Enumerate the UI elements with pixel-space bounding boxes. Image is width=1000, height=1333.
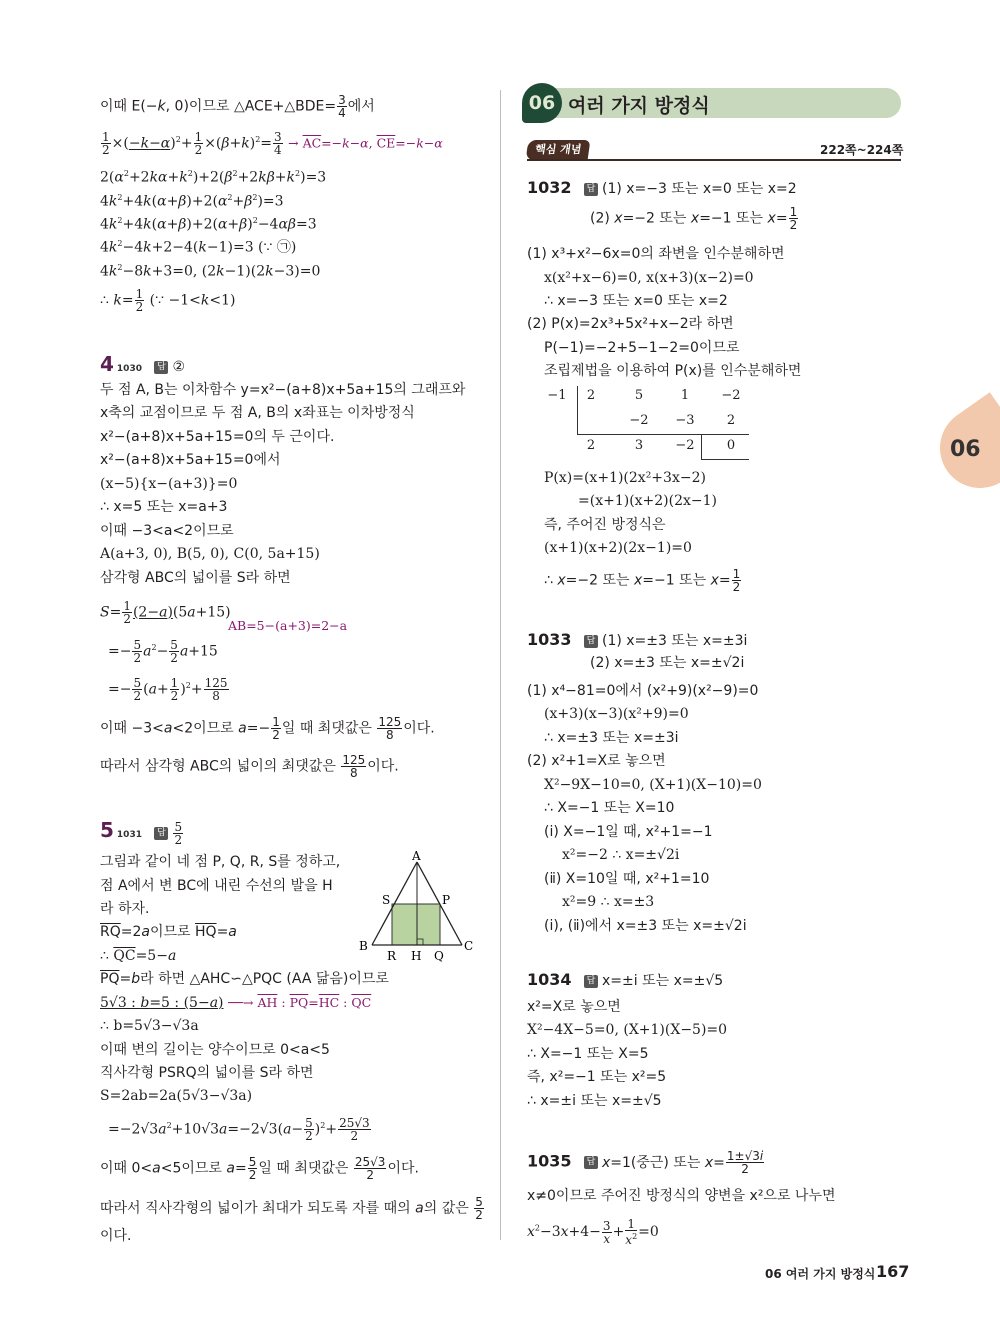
p1033-line: (ⅰ) X=−1일 때, x²+1=−1	[544, 824, 713, 840]
triangle-figure	[355, 848, 480, 963]
p1034-line: ∴ x=±i 또는 x=±√5	[527, 1093, 662, 1109]
p4-line: x²−(a+8)x+5a+15=0에서	[100, 452, 281, 468]
answer-icon: 답	[584, 183, 598, 196]
p5-line: ∴ $\overline{QC}=5-a$	[100, 948, 177, 964]
p5-line: 이때 변의 길이는 양수이므로 0<a<5	[100, 1042, 330, 1058]
problem-id: 1033	[527, 630, 572, 649]
problem-4-header	[100, 354, 185, 379]
p1033-line: (ⅰ), (ⅱ)에서 x=±3 또는 x=±√2i	[544, 918, 747, 934]
p1033-line: (2) x²+1=X로 놓으면	[527, 753, 666, 769]
p5-line: 점 A에서 변 BC에 내린 수선의 발을 H	[100, 878, 333, 894]
p1032-line: P(x)=(x+1)(2x²+3x−2)	[544, 470, 706, 486]
p1033-line: (ⅱ) X=10일 때, x²+1=10	[544, 871, 710, 887]
note-ac-ce: → $\overline{AC}=-k-\alpha$, $\overline{CE}=-k-\alpha$	[288, 135, 443, 151]
p5-line: 5√3 : b=5 : (5−a) ──→ $\overline{AH}$ : $\overline{PQ}=\overline{HC}$ : $\overline{QC}$	[100, 995, 372, 1011]
p5-conclusion: 따라서 직사각형의 넓이가 최대가 되도록 자를 때의 a의 값은 $\frac{5}{2}$	[100, 1195, 483, 1222]
p4-max-line: 이때 −3<a<2이므로 a=− $\frac{1}{2}$ 일 때 최댓값은 $\frac{125}{8}$ 이다.	[100, 715, 435, 742]
p1033-line: (1) x⁴−81=0에서 (x²+9)(x²−9)=0	[527, 683, 759, 699]
p5-line: ∴ b=5√3−√3a	[100, 1018, 199, 1034]
p1034-line: X²−4X−5=0, (X+1)(X−5)=0	[527, 1022, 728, 1038]
concept-rule	[527, 159, 901, 161]
synth-cell: 2	[726, 413, 736, 428]
p1032-line: x(x²+x−6)=0, x(x+3)(x−2)=0	[544, 270, 754, 286]
problem-1033-header	[527, 630, 747, 651]
step-k-2: $2(\alpha^2+2k\alpha+k^2)+2(\beta^2+2k\beta+k^2)=3$	[100, 169, 327, 186]
side-chapter-tab-label: 06	[950, 437, 981, 462]
p4-area-3: =− $\frac{5}{2}$ (a+ $\frac{1}{2}$ )$^2$+ $\frac{125}{8}$	[108, 676, 228, 704]
p1035-line-2: $x^2-3x+4-$ $\frac{3}{x}$ + $\frac{1}{x^2}$ =0	[527, 1217, 659, 1247]
p5-line: 그림과 같이 네 점 P, Q, R, S를 정하고,	[100, 854, 341, 870]
problem-answer: x=±i 또는 x=±√5	[601, 973, 724, 989]
answer-icon: 답	[584, 635, 598, 648]
concept-tag	[526, 140, 591, 160]
problem-1035-header	[527, 1150, 765, 1175]
synth-cell: −3	[675, 413, 695, 428]
chapter-title: 여러 가지 방정식	[568, 95, 710, 117]
problem-id: 1030	[116, 364, 142, 374]
problem-id: 1032	[527, 178, 572, 197]
p1032-line: (2) P(x)=2x³+5x²+x−2라 하면	[527, 316, 734, 332]
p1034-line: ∴ X=−1 또는 X=5	[527, 1046, 649, 1062]
p5-area-2: $=-2√3a^2+10√3a=-2√3(a-$ $\frac{5}{2}$ )$^2$+ $\frac{25√3}{2}$	[108, 1116, 370, 1144]
p1033-line: (x+3)(x−3)(x²+9)=0	[544, 706, 689, 722]
step-k-5: $4k^2-4k+2-4(k-1)=3$ (∵ ㉠)	[100, 239, 297, 256]
column-divider	[500, 90, 501, 1240]
p4-line: x²−(a+8)x+5a+15=0의 두 근이다.	[100, 429, 335, 445]
step-k-4: $4k^2+4k(\alpha+\beta)+2(\alpha+\beta)^2-4\alpha\beta=3$	[100, 216, 317, 233]
intro-line: 이때 E(−k, 0)이므로 △ACE+△BDE= $\frac{3}{4}$ 에서	[100, 93, 375, 120]
p4-conclusion: 따라서 삼각형 ABC의 넓이의 최댓값은 $\frac{125}{8}$ 이다.	[100, 753, 399, 780]
problem-1033-answer2: (2) x=±3 또는 x=±√2i	[590, 655, 745, 671]
p4-line: (x−5){x−(a+3)}=0	[100, 476, 238, 492]
p1034-line: 즉, x²=−1 또는 x²=5	[527, 1069, 667, 1085]
concept-tag-label: 핵심 개념	[534, 143, 583, 156]
step-k-3: $4k^2+4k(\alpha+\beta)+2(\alpha^2+\beta^2)=3$	[100, 193, 284, 210]
p4-line: A(a+3, 0), B(5, 0), C(0, 5a+15)	[100, 546, 320, 562]
problem-1032-answer2: (2) x=−2 또는 x=−1 또는 x= $\frac{1}{2}$	[590, 205, 798, 232]
step-k-1: $\frac{1}{2}$ $\times(-k-\alpha)^2+$ $\frac{1}{2}$ $\times(\beta+k)^2=$ $\frac{3}{4}$ → $\overline{AC}=-k-\alpha$, $\overline{CE}=-k-\alpha$	[102, 130, 443, 158]
p5-line: 라 하자.	[100, 901, 150, 917]
problem-id: 1034	[527, 970, 572, 989]
step-k-6: $4k^2-8k+3=0$, (2k−1)(2k−3)=0	[100, 263, 321, 280]
p4-area-1: S= $\frac{1}{2}$ (2−a)(5a+15)	[100, 599, 231, 626]
synth-cell: 3	[634, 438, 644, 453]
problem-answer: x=1(중근) 또는 x= $\frac{1\pm√3i}{2}$	[601, 1149, 764, 1176]
p4-line: 두 점 A, B는 이차함수 y=x²−(a+8)x+5a+15의 그래프와	[100, 382, 466, 398]
step-k-7: ∴ k= $\frac{1}{2}$ (∵ −1<k<1)	[100, 287, 236, 314]
svg-text:A: A	[412, 849, 421, 863]
problem-answer: (1) x=−3 또는 x=0 또는 x=2	[601, 181, 797, 197]
problem-1034-header	[527, 970, 723, 991]
answer-icon: 답	[584, 1156, 598, 1169]
synth-root: −1	[547, 388, 567, 403]
svg-text:R: R	[387, 949, 397, 963]
svg-text:P: P	[442, 893, 451, 907]
synth-cell: −2	[721, 388, 741, 403]
p1033-line: X²−9X−10=0, (X+1)(X−10)=0	[544, 777, 762, 793]
svg-text:S: S	[382, 893, 391, 907]
p1032-line: 즉, 주어진 방정식은	[544, 517, 666, 533]
problem-answer: (1) x=±3 또는 x=±3i	[601, 633, 748, 649]
synth-cell: 2	[586, 438, 596, 453]
p5-line: 직사각형 PSRQ의 넓이를 S라 하면	[100, 1065, 314, 1081]
p5-line: $\overline{RQ}=2a$이므로 $\overline{HQ}=a$	[100, 924, 237, 940]
p4-line: 삼각형 ABC의 넓이를 S라 하면	[100, 570, 291, 586]
problem-id: 1031	[116, 830, 142, 840]
chapter-number-badge: 06	[522, 83, 562, 123]
p1032-line: (x+1)(x+2)(2x−1)=0	[544, 540, 692, 556]
p5-line: S=2ab=2a(5√3−√3a)	[100, 1088, 253, 1104]
problem-number: 4	[100, 352, 114, 376]
answer-icon: 답	[584, 975, 598, 988]
p1034-line: x²=X로 놓으면	[527, 999, 621, 1015]
p1033-line: x²=−2 ∴ x=±√2i	[562, 847, 680, 863]
synth-cell: 2	[586, 388, 596, 403]
answer-icon: 답	[154, 827, 168, 840]
synth-cell: 5	[634, 388, 644, 403]
p4-area-2: =− $\frac{5}{2}$ $a^2-$ $\frac{5}{2}$ a+15	[108, 638, 218, 666]
p1032-line: =(x+1)(x+2)(2x−1)	[578, 493, 718, 509]
problem-1032-header	[527, 178, 797, 199]
p1032-line: P(−1)=−2+5−1−2=0이므로	[544, 340, 740, 356]
p4-line: ∴ x=5 또는 x=a+3	[100, 499, 228, 515]
p5-line: $\overline{PQ}=b$라 하면 △AHC∽△PQC (AA 닮음)이므로	[100, 971, 389, 987]
svg-text:B: B	[359, 939, 368, 953]
p4-line: 이때 −3<a<2이므로	[100, 523, 234, 539]
problem-5-header: 5 1031 답 $\frac{5}{2}$	[100, 818, 183, 847]
p1032-line: (1) x³+x²−6x=0의 좌변을 인수분해하면	[527, 246, 785, 262]
problem-answer: ②	[172, 359, 185, 375]
synth-cell: −2	[675, 438, 695, 453]
svg-text:Q: Q	[434, 949, 444, 963]
svg-text:C: C	[464, 939, 474, 953]
p5-line: 이다.	[100, 1228, 132, 1244]
synth-cell: −2	[629, 413, 649, 428]
p1032-final: ∴ x=−2 또는 x=−1 또는 x= $\frac{1}{2}$	[544, 567, 741, 594]
p1033-line: ∴ x=±3 또는 x=±3i	[544, 730, 679, 746]
footer-chapter: 06 여러 가지 방정식	[765, 1267, 876, 1281]
synth-cell: 0	[726, 438, 736, 453]
p1032-line: 조립제법을 이용하여 P(x)를 인수분해하면	[544, 363, 802, 379]
problem-number: 5	[100, 818, 114, 842]
svg-text:H: H	[411, 949, 422, 963]
p1033-line: ∴ X=−1 또는 X=10	[544, 800, 675, 816]
p4-line: x축의 교점이므로 두 점 A, B의 x좌표는 이차방정식	[100, 405, 415, 421]
page-number: 167	[876, 1262, 910, 1281]
problem-id: 1035	[527, 1151, 572, 1171]
p5-max-line: 이때 0<a<5이므로 a= $\frac{5}{2}$ 일 때 최댓값은 $\frac{25√3}{2}$ 이다.	[100, 1155, 419, 1182]
p1035-line: x≠0이므로 주어진 방정식의 양변을 x²으로 나누면	[527, 1188, 836, 1204]
synth-cell: 1	[680, 388, 690, 403]
p1032-line: ∴ x=−3 또는 x=0 또는 x=2	[544, 293, 728, 309]
p1033-line: x²=9 ∴ x=±3	[562, 894, 655, 910]
answer-icon: 답	[154, 361, 168, 374]
p5-note: ──→ $\overline{AH}$ : $\overline{PQ}=\overline{HC}$ : $\overline{QC}$	[227, 995, 372, 1010]
p4-note: AB=5−(a+3)=2−a	[228, 618, 348, 633]
synthetic-division-table	[543, 386, 753, 461]
concept-page-range: 222쪽~224쪽	[820, 143, 904, 157]
